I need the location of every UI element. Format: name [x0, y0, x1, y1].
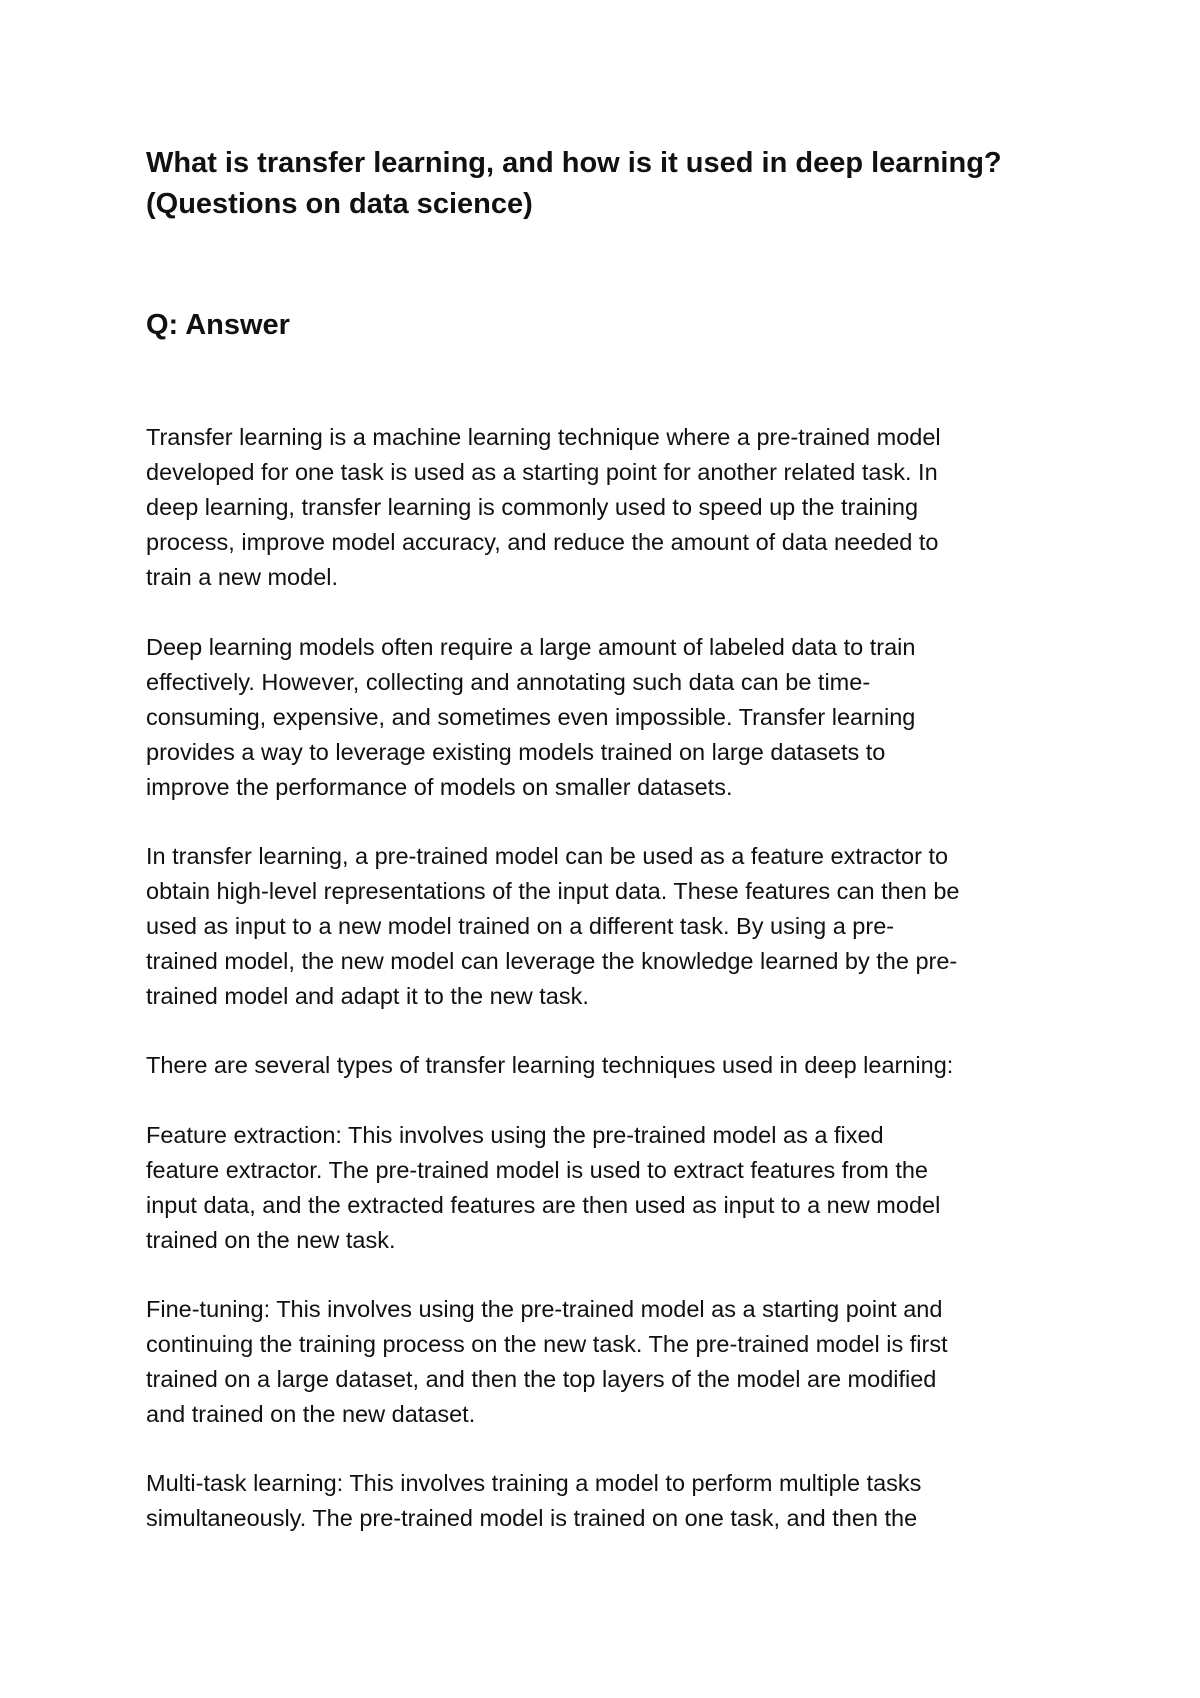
text-line: train a new model. [146, 564, 339, 590]
text-line: deep learning, transfer learning is commonly used to speed up the training [146, 494, 919, 520]
paragraph-feature-extractor [146, 839, 1076, 1014]
text-line: trained model, the new model can leverage the knowledge learned by the pre- [146, 948, 958, 974]
paragraph-multi-task [146, 1466, 1076, 1536]
text-line: and trained on the new dataset. [146, 1401, 476, 1427]
paragraph-feature-extraction [146, 1118, 1076, 1258]
paragraph-intro [146, 420, 1076, 595]
title-line-2: (Questions on data science) [146, 188, 533, 220]
text-line: provides a way to leverage existing models trained on large datasets to [146, 739, 886, 765]
section-heading: Q: Answer [146, 309, 290, 341]
text-line: consuming, expensive, and sometimes even impossible. Transfer learning [146, 704, 916, 730]
title-line-1: What is transfer learning, and how is it used in deep learning? [146, 147, 1002, 179]
text-line: process, improve model accuracy, and reduce the amount of data needed to [146, 529, 939, 555]
paragraph-data-requirements [146, 630, 1076, 805]
text-line: Multi-task learning: This involves training a model to perform multiple tasks [146, 1470, 922, 1496]
text-line: trained on a large dataset, and then the top layers of the model are modified [146, 1366, 937, 1392]
text-line: feature extractor. The pre-trained model is used to extract features from the [146, 1157, 928, 1183]
text-line: continuing the training process on the new task. The pre-trained model is first [146, 1331, 948, 1357]
text-line: developed for one task is used as a starting point for another related task. In [146, 459, 938, 485]
text-line: improve the performance of models on smaller datasets. [146, 774, 733, 800]
text-line: Transfer learning is a machine learning technique where a pre-trained model [146, 424, 941, 450]
paragraph-fine-tuning [146, 1292, 1076, 1432]
text-line: used as input to a new model trained on a different task. By using a pre- [146, 913, 895, 939]
text-line: trained on the new task. [146, 1227, 396, 1253]
text-line: Deep learning models often require a large amount of labeled data to train [146, 634, 916, 660]
text-line: effectively. However, collecting and annotating such data can be time- [146, 669, 871, 695]
text-line: In transfer learning, a pre-trained model can be used as a feature extractor to [146, 843, 949, 869]
text-line: Feature extraction: This involves using the pre-trained model as a fixed [146, 1122, 884, 1148]
paragraph-types-intro [146, 1048, 1076, 1083]
text-line: simultaneously. The pre-trained model is trained on one task, and then the [146, 1505, 918, 1531]
text-line: input data, and the extracted features are then used as input to a new model [146, 1192, 941, 1218]
page-title [146, 143, 1106, 225]
text-line: There are several types of transfer learning techniques used in deep learning: [146, 1052, 954, 1078]
text-line: obtain high-level representations of the input data. These features can then be [146, 878, 960, 904]
text-line: Fine-tuning: This involves using the pre-trained model as a starting point and [146, 1296, 943, 1322]
text-line: trained model and adapt it to the new task. [146, 983, 589, 1009]
